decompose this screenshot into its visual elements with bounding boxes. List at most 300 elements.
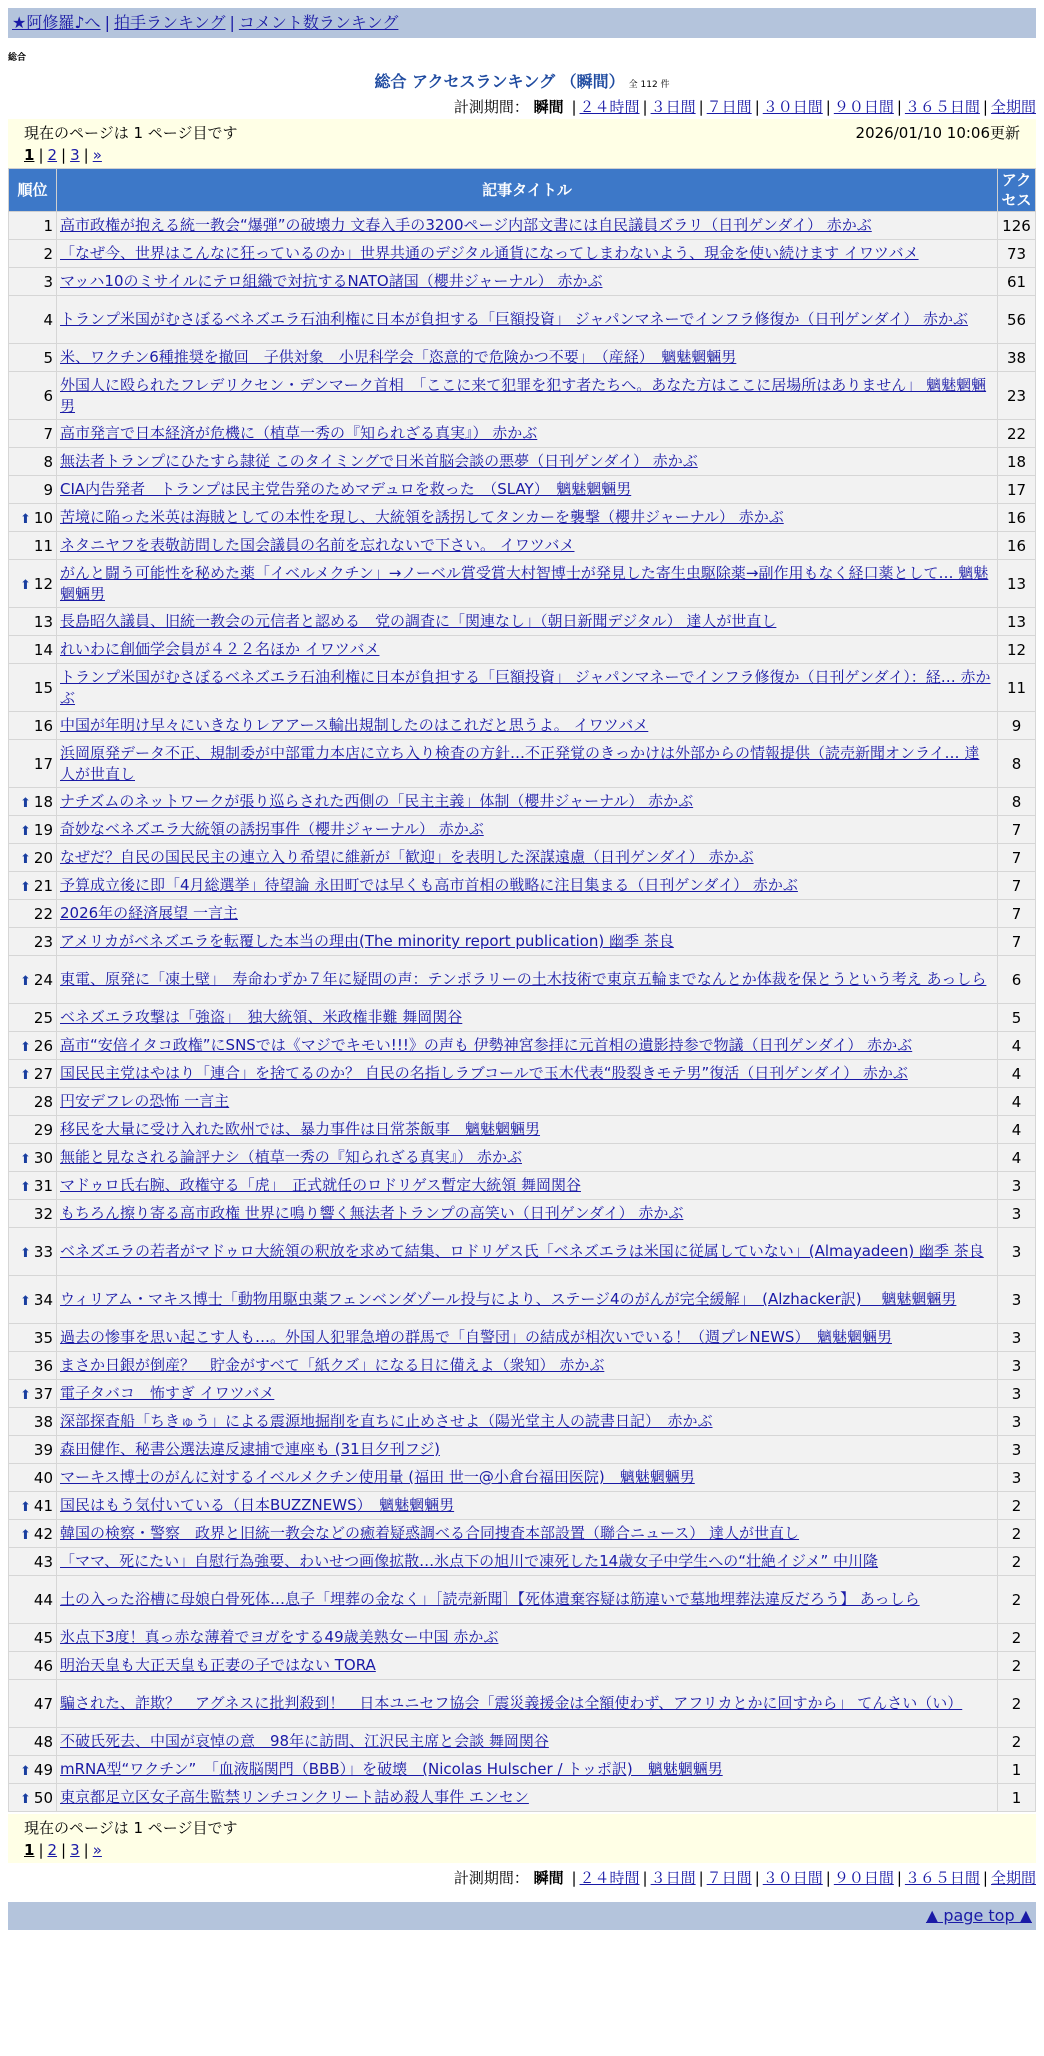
pager-separator: |	[83, 1841, 89, 1859]
ranking-total-count: 全 112 件	[628, 80, 670, 90]
title-cell	[57, 956, 998, 1004]
table-row	[9, 448, 1036, 476]
access-count: 2	[998, 1520, 1036, 1548]
comment-ranking-link[interactable]: コメント数ランキング	[238, 13, 399, 32]
table-row	[9, 956, 1036, 1004]
current-page-text: 現在のページは 1 ページ目です	[24, 124, 238, 142]
article-title-link[interactable]: アメリカがベネズエラを転覆した本当の理由(The minority report publication) 幽季 茶良	[60, 932, 674, 950]
article-title-link[interactable]: 円安デフレの恐怖 一言主	[60, 1092, 230, 1110]
title-cell	[57, 476, 998, 504]
rank-cell	[9, 872, 57, 900]
table-row	[9, 1624, 1036, 1652]
title-cell	[57, 1116, 998, 1144]
table-row	[9, 1276, 1036, 1324]
article-title-link[interactable]: 外国人に殴られたフレデリクセン・デンマーク首相 「ここに来て犯罪を犯す者たちへ。あなた方はここに居場所はありません」 魑魅魍魎男	[60, 375, 987, 415]
pager-separator: |	[38, 1841, 44, 1859]
article-title-link[interactable]: 不破氏死去、中国が哀悼の意 98年に訪問、江沢民主席と会談 舞岡関谷	[60, 1732, 549, 1750]
article-title-link[interactable]: 無能と見なされる論評ナシ（植草一秀の『知られざる真実』） 赤かぶ	[60, 1148, 522, 1166]
rank-up-arrow-icon: ⬆	[20, 1527, 31, 1543]
access-count: 4	[998, 1116, 1036, 1144]
table-row	[9, 1784, 1036, 1812]
article-title-link[interactable]: 深部探査船「ちきゅう」による震源地掘削を直ちに止めさせよ（陽光堂主人の読書日記） 赤かぶ	[60, 1412, 713, 1430]
article-title-link[interactable]: 東電、原発に「凍土壁」 寿命わずか７年に疑問の声：テンポラリーの土木技術で東京五輪までなんとか体裁を保とうという考え あっしら	[60, 970, 987, 988]
access-header: アクセス	[998, 169, 1036, 212]
access-count: 4	[998, 1144, 1036, 1172]
clap-ranking-link[interactable]: 拍手ランキング	[113, 13, 226, 32]
title-cell	[57, 1408, 998, 1436]
rank-up-arrow-icon: ⬆	[20, 1151, 31, 1167]
period-option-link[interactable]: ３日間	[650, 1869, 696, 1887]
pager-separator: |	[83, 146, 89, 164]
title-cell	[57, 1228, 998, 1276]
title-cell	[57, 1172, 998, 1200]
access-count: 16	[998, 504, 1036, 532]
rank-number: 22	[33, 904, 53, 923]
rank-cell	[9, 1228, 57, 1276]
rank-up-arrow-icon: ⬆	[20, 851, 31, 867]
title-cell	[57, 1492, 998, 1520]
period-option-link[interactable]: ３０日間	[762, 98, 823, 116]
rank-up-arrow-icon: ⬆	[20, 795, 31, 811]
table-row	[9, 788, 1036, 816]
rank-number: 26	[33, 1036, 53, 1055]
rank-number: 11	[33, 536, 53, 555]
rank-number: 49	[33, 1760, 53, 1779]
article-title-link[interactable]: ベネズエラの若者がマドゥロ大統領の釈放を求めて結集、ロドリゲス氏「ベネズエラは米国に従属していない」(Almayadeen) 幽季 茶良	[60, 1242, 984, 1260]
rank-number: 33	[33, 1242, 53, 1261]
rank-cell	[9, 1088, 57, 1116]
table-row	[9, 1352, 1036, 1380]
access-count: 61	[998, 268, 1036, 296]
title-cell	[57, 872, 998, 900]
current-page-text: 現在のページは 1 ページ目です	[24, 1819, 238, 1837]
title-cell	[57, 664, 998, 712]
period-option-link[interactable]: ２４時間	[579, 98, 640, 116]
access-count: 3	[998, 1380, 1036, 1408]
period-option-link[interactable]: ７日間	[706, 1869, 752, 1887]
rank-cell	[9, 1352, 57, 1380]
period-separator: |	[571, 1869, 577, 1887]
rank-number: 46	[33, 1656, 53, 1675]
pager-current-page: 1	[24, 146, 35, 164]
rank-number: 17	[33, 754, 53, 773]
title-cell	[57, 844, 998, 872]
nav-separator: |	[229, 13, 235, 32]
period-option-link[interactable]: ９０日間	[833, 1869, 894, 1887]
rank-cell	[9, 268, 57, 296]
title-cell	[57, 240, 998, 268]
page-top-link[interactable]: ▲ page top ▲	[925, 1906, 1032, 1925]
rank-cell	[9, 636, 57, 664]
rank-cell	[9, 740, 57, 788]
article-title-link[interactable]: 森田健作、秘書公選法違反逮捕で連座も (31日夕刊フジ)	[60, 1440, 440, 1458]
pager-separator: |	[61, 146, 67, 164]
pager-page-link[interactable]: 3	[70, 146, 80, 164]
access-count: 7	[998, 900, 1036, 928]
title-cell	[57, 1464, 998, 1492]
access-count: 1	[998, 1756, 1036, 1784]
title-cell	[57, 560, 998, 608]
pager-next-link[interactable]: »	[92, 146, 102, 164]
article-title-link[interactable]: マッハ10のミサイルにテロ組織で対抗するNATO諸国（櫻井ジャーナル） 赤かぶ	[60, 272, 603, 290]
table-row	[9, 1436, 1036, 1464]
article-title-link[interactable]: 明治天皇も大正天皇も正妻の子ではない TORA	[60, 1656, 376, 1674]
article-title-link[interactable]: 高市“安倍イタコ政権”にSNSでは《マジでキモい!!!》の声も 伊勢神宮参拝に元首相の遺影持参で物議（日刊ゲンダイ） 赤かぶ	[60, 1036, 913, 1054]
ranking-title-block	[0, 69, 1044, 92]
title-cell	[57, 1548, 998, 1576]
rank-cell	[9, 476, 57, 504]
rank-cell	[9, 1172, 57, 1200]
rank-number: 30	[33, 1148, 53, 1167]
rank-number: 39	[33, 1440, 53, 1459]
rank-number: 13	[33, 612, 53, 631]
period-separator: |	[642, 1869, 648, 1887]
access-count: 2	[998, 1652, 1036, 1680]
rank-up-arrow-icon: ⬆	[20, 973, 31, 989]
title-cell	[57, 1784, 998, 1812]
title-cell	[57, 1088, 998, 1116]
table-row	[9, 1464, 1036, 1492]
title-cell	[57, 712, 998, 740]
article-title-link[interactable]: 無法者トランプにひたすら隷従 このタイミングで日米首脳会談の悪夢（日刊ゲンダイ） 赤かぶ	[60, 452, 698, 470]
article-title-link[interactable]: 国民はもう気付いている（日本BUZZNEWS） 魑魅魍魎男	[60, 1496, 455, 1514]
rank-cell	[9, 1116, 57, 1144]
pager-page-link[interactable]: 2	[47, 1841, 58, 1859]
title-cell	[57, 1380, 998, 1408]
rank-cell	[9, 1680, 57, 1728]
rank-cell	[9, 608, 57, 636]
period-option-link[interactable]: 全期間	[990, 98, 1036, 116]
ranking-title: 総合 アクセスランキング （瞬間）	[374, 72, 625, 91]
table-row	[9, 1680, 1036, 1728]
rank-cell	[9, 1380, 57, 1408]
table-row	[9, 240, 1036, 268]
article-title-link[interactable]: mRNA型“ワクチン” 「血液脳関門（BBB）」を破壊 (Nicolas Hulscher / トッポ訳) 魑魅魍魎男	[60, 1760, 723, 1778]
rank-cell	[9, 1200, 57, 1228]
article-title-link[interactable]: 東京都足立区女子高生監禁リンチコンクリート詰め殺人事件 エンセン	[60, 1788, 529, 1806]
rank-cell	[9, 1520, 57, 1548]
title-cell	[57, 1276, 998, 1324]
article-title-link[interactable]: 高市発言で日本経済が危機に（植草一秀の『知られざる真実』） 赤かぶ	[60, 424, 538, 442]
access-count: 7	[998, 844, 1036, 872]
title-cell	[57, 816, 998, 844]
table-row	[9, 560, 1036, 608]
rank-cell	[9, 344, 57, 372]
rank-cell	[9, 788, 57, 816]
article-title-link[interactable]: 電子タバコ 怖すぎ イワツバメ	[60, 1384, 275, 1402]
rank-number: 31	[33, 1176, 53, 1195]
article-title-link[interactable]: まさか日銀が倒産？ 貯金がすべて「紙クズ」になる日に備えよ（衆知） 赤かぶ	[60, 1356, 605, 1374]
article-title-link[interactable]: 国民民主党はやはり「連合」を捨てるのか？ 自民の名指しラブコールで玉木代表“股裂きモテ男”復活（日刊ゲンダイ） 赤かぶ	[60, 1064, 908, 1082]
access-count: 8	[998, 740, 1036, 788]
table-row	[9, 1324, 1036, 1352]
article-title-link[interactable]: 過去の惨事を思い起こす人も…。外国人犯罪急増の群馬で「自警団」の結成が相次いでいる！（週プレNEWS） 魑魅魍魎男	[60, 1328, 892, 1346]
table-row	[9, 1756, 1036, 1784]
access-count: 6	[998, 956, 1036, 1004]
rank-cell	[9, 1408, 57, 1436]
table-row	[9, 296, 1036, 344]
rank-up-arrow-icon: ⬆	[20, 1499, 31, 1515]
rank-cell	[9, 560, 57, 608]
pager-next-link[interactable]: »	[92, 1841, 102, 1859]
rank-cell	[9, 1004, 57, 1032]
rank-cell	[9, 1756, 57, 1784]
table-row	[9, 1116, 1036, 1144]
period-option-link[interactable]: ３日間	[650, 98, 696, 116]
pagination	[24, 1839, 1020, 1861]
article-title-link[interactable]: 騙された、詐欺？ アグネスに批判殺到！ 日本ユニセフ協会「震災義援金は全額使わず、アフリカとかに回すから」 てんさい（い）	[60, 1694, 963, 1712]
title-cell	[57, 1576, 998, 1624]
table-row	[9, 1408, 1036, 1436]
table-row	[9, 1728, 1036, 1756]
period-option-link[interactable]: ２４時間	[579, 1869, 640, 1887]
rank-cell	[9, 212, 57, 240]
access-count: 2	[998, 1492, 1036, 1520]
period-options	[568, 98, 1036, 116]
title-cell	[57, 448, 998, 476]
rank-cell	[9, 1060, 57, 1088]
period-separator: |	[896, 98, 902, 116]
rank-cell	[9, 928, 57, 956]
access-count: 12	[998, 636, 1036, 664]
article-title-link[interactable]: 高市政権が抱える統一教会“爆弾”の破壊力 文春入手の3200ページ内部文書には自民議員ズラリ（日刊ゲンダイ） 赤かぶ	[60, 216, 872, 234]
rank-cell	[9, 532, 57, 560]
period-option-link[interactable]: ３６５日間	[904, 98, 980, 116]
access-count: 17	[998, 476, 1036, 504]
pager-page-link[interactable]: 3	[70, 1841, 80, 1859]
rank-up-arrow-icon: ⬆	[20, 1763, 31, 1779]
table-row	[9, 872, 1036, 900]
rank-number: 15	[33, 678, 53, 697]
article-title-link[interactable]: 2026年の経済展望 一言主	[60, 904, 238, 922]
period-label: 計測期間：	[453, 98, 529, 116]
period-separator: |	[896, 1869, 902, 1887]
article-title-link[interactable]: 長島昭久議員、旧統一教会の元信者と認める 党の調査に「関連なし」（朝日新聞デジタル） 達人が世直し	[60, 612, 777, 630]
title-cell	[57, 296, 998, 344]
access-count: 2	[998, 1728, 1036, 1756]
rank-number: 5	[43, 348, 53, 367]
title-cell	[57, 928, 998, 956]
rank-cell	[9, 1464, 57, 1492]
table-row	[9, 900, 1036, 928]
rank-up-arrow-icon: ⬆	[20, 823, 31, 839]
rank-number: 9	[43, 480, 53, 499]
article-title-link[interactable]: 浜岡原発データ不正、規制委が中部電力本店に立ち入り検査の方針…不正発覚のきっかけは外部からの情報提供（読売新聞オンライ… 達人が世直し	[60, 743, 980, 783]
article-title-link[interactable]: 土の入った浴槽に母娘白骨死体…息子「埋葬の金なく」［読売新聞］【死体遺棄容疑は筋違いで墓地埋葬法違反だろう】 あっしら	[60, 1590, 920, 1608]
table-row	[9, 1492, 1036, 1520]
pager-separator: |	[61, 1841, 67, 1859]
access-count: 3	[998, 1464, 1036, 1492]
rank-cell	[9, 420, 57, 448]
rank-number: 16	[33, 716, 53, 735]
access-count: 56	[998, 296, 1036, 344]
period-option-link[interactable]: ３０日間	[762, 1869, 823, 1887]
rank-number: 19	[33, 820, 53, 839]
period-separator: |	[698, 98, 704, 116]
access-count: 38	[998, 344, 1036, 372]
article-title-link[interactable]: ナチズムのネットワークが張り巡らされた西側の「民主主義」体制（櫻井ジャーナル） 赤かぶ	[60, 792, 694, 810]
pager-page-link[interactable]: 2	[47, 146, 58, 164]
rank-cell	[9, 1492, 57, 1520]
rank-number: 21	[33, 876, 53, 895]
article-title-link[interactable]: 氷点下3度！真っ赤な薄着でヨガをする49歳美熟女ー中国 赤かぶ	[60, 1628, 499, 1646]
rank-up-arrow-icon: ⬆	[20, 1245, 31, 1261]
period-option-link[interactable]: ９０日間	[833, 98, 894, 116]
access-count: 2	[998, 1576, 1036, 1624]
article-title-link[interactable]: がんと闘う可能性を秘めた薬「イベルメクチン」→ノーベル賞受賞大村智博士が発見した寄生虫駆除薬→副作用もなく経口薬として… 魑魅魍魎男	[60, 563, 989, 603]
rank-cell	[9, 1324, 57, 1352]
table-row	[9, 1652, 1036, 1680]
article-title-link[interactable]: 苦境に陥った米英は海賊としての本性を現し、大統領を誘拐してタンカーを襲撃（櫻井ジャーナル） 赤かぶ	[60, 508, 784, 526]
article-title-link[interactable]: 米、ワクチン6種推奨を撤回 子供対象 小児科学会「恣意的で危険かつ不要」 （産経） 魑魅魍魎男	[60, 348, 737, 366]
rank-number: 18	[33, 792, 53, 811]
access-count: 13	[998, 560, 1036, 608]
rank-cell	[9, 816, 57, 844]
title-cell	[57, 1728, 998, 1756]
article-title-link[interactable]: ネタニヤフを表敬訪問した国会議員の名前を忘れないで下さい。 イワツバメ	[60, 536, 575, 554]
period-label: 計測期間：	[453, 1869, 529, 1887]
rank-number: 14	[33, 640, 53, 659]
rank-number: 43	[33, 1552, 53, 1571]
period-selector-bottom	[8, 1867, 1036, 1888]
period-selector-top	[8, 96, 1036, 117]
article-title-link[interactable]: 移民を大量に受け入れた欧州では、暴力事件は日常茶飯事 魑魅魍魎男	[60, 1120, 541, 1138]
rank-number: 27	[33, 1064, 53, 1083]
table-row	[9, 1004, 1036, 1032]
rank-cell	[9, 1276, 57, 1324]
period-separator: |	[754, 1869, 760, 1887]
article-title-link[interactable]: マドゥロ氏右腕、政権守る「虎」 正式就任のロドリゲス暫定大統領 舞岡関谷	[60, 1176, 581, 1194]
access-count: 18	[998, 448, 1036, 476]
article-title-link[interactable]: ウィリアム・マキス博士「動物用駆虫薬フェンベンダゾール投与により、ステージ4のがんが完全緩解」 (Alzhacker訳) 魑魅魍魎男	[60, 1290, 957, 1308]
access-count: 5	[998, 1004, 1036, 1032]
article-title-link[interactable]: 奇妙なベネズエラ大統領の誘拐事件（櫻井ジャーナル） 赤かぶ	[60, 820, 484, 838]
table-row	[9, 664, 1036, 712]
ranking-table	[8, 168, 1036, 1812]
table-row	[9, 1088, 1036, 1116]
table-row	[9, 1172, 1036, 1200]
rank-header: 順位	[9, 169, 57, 212]
table-row	[9, 1576, 1036, 1624]
article-title-link[interactable]: トランプ米国がむさぼるベネズエラ石油利権に日本が負担する「巨額投資」 ジャパンマネーでインフラ修復か（日刊ゲンダイ）：経… 赤かぶ	[60, 667, 991, 707]
access-count: 23	[998, 372, 1036, 420]
rank-cell	[9, 1728, 57, 1756]
rank-cell	[9, 900, 57, 928]
rank-up-arrow-icon: ⬆	[20, 879, 31, 895]
rank-number: 29	[33, 1120, 53, 1139]
access-count: 3	[998, 1352, 1036, 1380]
rank-number: 8	[43, 452, 53, 471]
access-count: 16	[998, 532, 1036, 560]
rank-cell	[9, 1784, 57, 1812]
article-title-link[interactable]: 韓国の検察・警察 政界と旧統一教会などの癒着疑惑調べる合同捜査本部設置（聯合ニュース） 達人が世直し	[60, 1524, 800, 1542]
table-row	[9, 608, 1036, 636]
table-row	[9, 1144, 1036, 1172]
table-row	[9, 1032, 1036, 1060]
table-row	[9, 816, 1036, 844]
title-cell	[57, 372, 998, 420]
title-cell	[57, 1032, 998, 1060]
rank-number: 44	[33, 1590, 53, 1609]
article-title-link[interactable]: れいわに創価学会員が４２２名ほか イワツバメ	[60, 640, 380, 658]
rank-number: 37	[33, 1384, 53, 1403]
title-cell	[57, 1652, 998, 1680]
period-option-link[interactable]: 全期間	[990, 1869, 1036, 1887]
article-title-link[interactable]: なぜだ？自民の国民民主の連立入り希望に維新が「歓迎」を表明した深謀遠慮（日刊ゲンダイ） 赤かぶ	[60, 848, 754, 866]
article-title-link[interactable]: 予算成立後に即「4月総選挙」待望論 永田町では早くも高市首相の戦略に注目集まる（日刊ゲンダイ） 赤かぶ	[60, 876, 798, 894]
article-title-link[interactable]: マーキス博士のがんに対するイベルメクチン使用量 (福田 世一@小倉台福田医院) 魑魅魍魎男	[60, 1468, 695, 1486]
title-header: 記事タイトル	[57, 169, 998, 212]
rank-number: 10	[33, 508, 53, 527]
table-row	[9, 532, 1036, 560]
rank-up-arrow-icon: ⬆	[20, 1293, 31, 1309]
rank-number: 24	[33, 970, 53, 989]
title-cell	[57, 608, 998, 636]
rank-cell	[9, 712, 57, 740]
access-count: 3	[998, 1172, 1036, 1200]
pager-separator: |	[38, 146, 44, 164]
table-row	[9, 928, 1036, 956]
home-link[interactable]: ★阿修羅♪へ	[12, 13, 101, 32]
period-separator: |	[754, 98, 760, 116]
access-count: 7	[998, 816, 1036, 844]
category-label: 総合	[8, 53, 27, 63]
rank-number: 47	[33, 1694, 53, 1713]
period-option-link[interactable]: ３６５日間	[904, 1869, 980, 1887]
nav-separator: |	[104, 13, 110, 32]
article-title-link[interactable]: ベネズエラ攻撃は「強盗」 独大統領、米政権非難 舞岡関谷	[60, 1008, 463, 1026]
access-count: 3	[998, 1408, 1036, 1436]
rank-number: 23	[33, 932, 53, 951]
period-option-link[interactable]: ７日間	[706, 98, 752, 116]
table-row	[9, 636, 1036, 664]
rank-number: 6	[43, 386, 53, 405]
title-cell	[57, 1060, 998, 1088]
rank-cell	[9, 448, 57, 476]
title-cell	[57, 344, 998, 372]
title-cell	[57, 1520, 998, 1548]
access-count: 13	[998, 608, 1036, 636]
rank-cell	[9, 1624, 57, 1652]
top-nav-bar	[8, 8, 1036, 38]
title-cell	[57, 1624, 998, 1652]
article-title-link[interactable]: トランプ米国がむさぼるベネズエラ石油利権に日本が負担する「巨額投資」 ジャパンマネーでインフラ修復か（日刊ゲンダイ） 赤かぶ	[60, 310, 969, 328]
rank-cell	[9, 372, 57, 420]
article-title-link[interactable]: 「なぜ今、世界はこんなに狂っているのか」世界共通のデジタル通貨になってしまわないよう、現金を使い続けます イワツバメ	[60, 244, 919, 262]
rank-cell	[9, 1144, 57, 1172]
article-title-link[interactable]: 「ママ、死にたい」自慰行為強要、わいせつ画像拡散…氷点下の旭川で凍死した14歳女子中学生への“壮絶イジメ” 中川隆	[60, 1552, 879, 1570]
article-title-link[interactable]: もちろん擦り寄る高市政権 世界に鳴り響く無法者トランプの高笑い（日刊ゲンダイ） 赤かぶ	[60, 1204, 684, 1222]
article-title-link[interactable]: CIA内告発者 トランプは民主党告発のためマデュロを救った （SLAY） 魑魅魍魎男	[60, 480, 632, 498]
title-cell	[57, 788, 998, 816]
rank-cell	[9, 1652, 57, 1680]
article-title-link[interactable]: 中国が年明け早々にいきなりレアアース輸出規制したのはこれだと思うよ。 イワツバメ	[60, 716, 649, 734]
table-row	[9, 344, 1036, 372]
access-count: 22	[998, 420, 1036, 448]
access-count: 2	[998, 1624, 1036, 1652]
title-cell	[57, 1200, 998, 1228]
access-count: 3	[998, 1276, 1036, 1324]
table-row	[9, 1060, 1036, 1088]
access-count: 2	[998, 1548, 1036, 1576]
rank-number: 34	[33, 1290, 53, 1309]
bottom-bar	[8, 1902, 1036, 1930]
rank-number: 40	[33, 1468, 53, 1487]
access-count: 126	[998, 212, 1036, 240]
rank-cell	[9, 504, 57, 532]
title-cell	[57, 1436, 998, 1464]
table-row	[9, 504, 1036, 532]
